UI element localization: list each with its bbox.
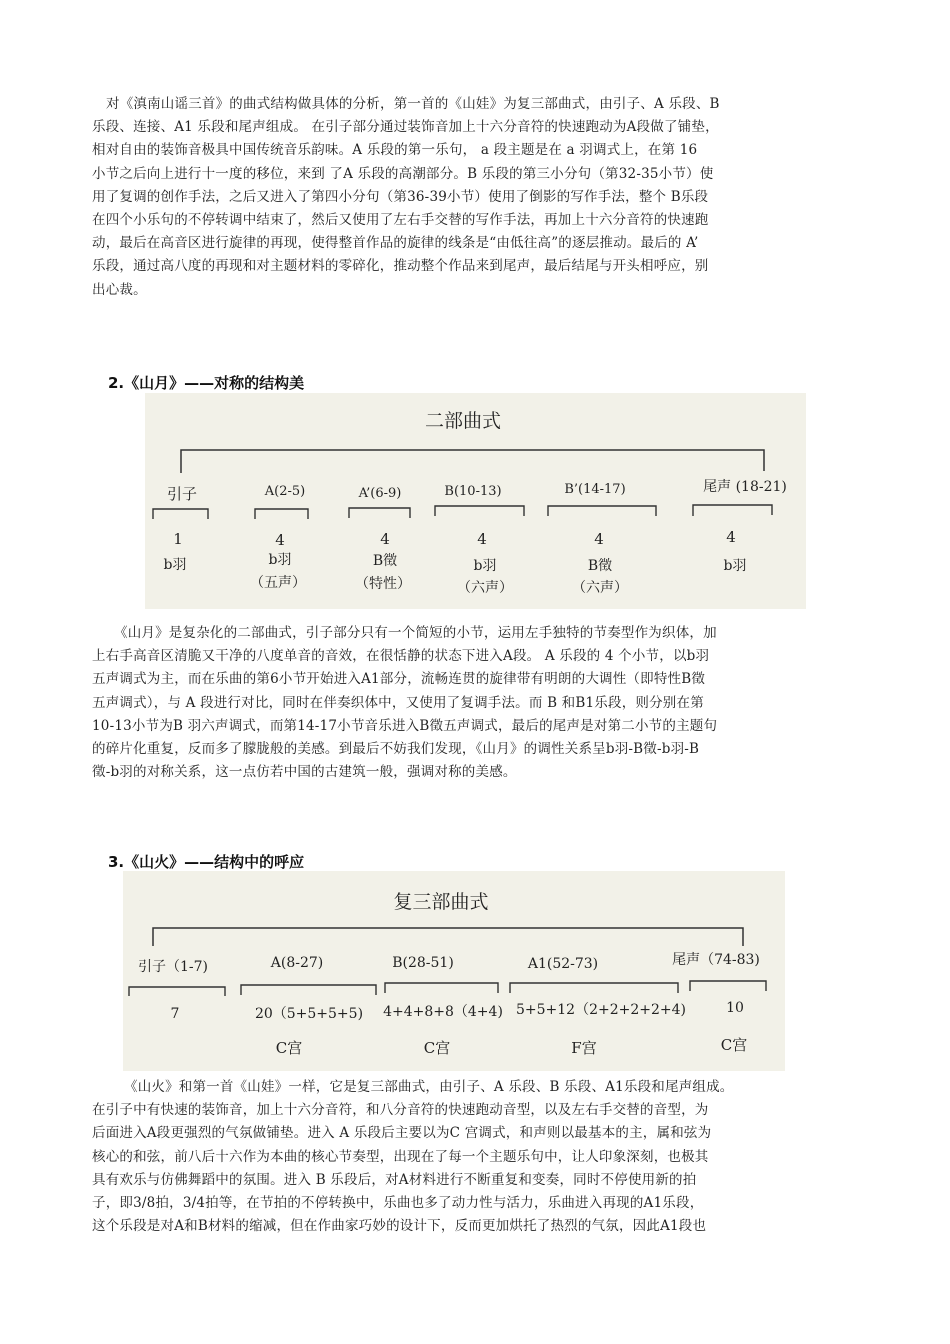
section-bracket xyxy=(255,509,308,519)
bar-count: 20（5+5+5+5) xyxy=(254,1006,364,1022)
text-line: 动，最后在高音区进行旋律的再现，使得整首作品的旋律的线条是“由低往高”的逐层推动。最后的 A’ xyxy=(92,235,699,252)
section-label-a1: A1(52-73) xyxy=(527,956,599,972)
key-label: b羽 xyxy=(268,552,292,568)
text-line: 出心裁。 xyxy=(92,281,147,298)
section-bracket xyxy=(129,987,225,996)
section-bracket xyxy=(349,508,410,518)
text-line: 具有欢乐与仿佛舞蹈中的氛围。进入 B 乐段后，对A材料进行不断重复和变奏，同时不停使用新的拍 xyxy=(92,1171,697,1188)
paragraph-2 xyxy=(92,622,858,784)
key-label: C宫 xyxy=(275,1039,303,1057)
structure-diagram-binary-form xyxy=(145,393,806,609)
key-label: C宫 xyxy=(423,1039,451,1057)
text-line: 小节之后向上进行十一度的移位，来到 了A 乐段的高潮部分。B 乐段的第三小分句（第32-35小节）使 xyxy=(92,165,714,182)
text-line: 的碎片化重复，反而多了朦胧般的美感。到最后不妨我们发现，《山月》的调性关系呈b羽-B徵-b羽-B xyxy=(92,741,700,758)
section-label-b-prime: B’(14-17) xyxy=(564,482,626,497)
section-bracket xyxy=(690,981,766,991)
section-bracket xyxy=(510,983,678,993)
section-heading-shanyue: 2.《山月》——对称的结构美 xyxy=(108,374,305,392)
text-line: 五声调式为主，而在乐曲的第6小节开始进入A1部分，流畅连贯的旋律带有明朗的大调性（即特性B徵 xyxy=(92,671,706,688)
paragraph-3 xyxy=(92,1076,858,1238)
section-bracket xyxy=(435,506,524,516)
bar-count: 7 xyxy=(170,1006,180,1022)
form-bracket xyxy=(181,450,764,473)
section-bracket xyxy=(548,506,656,516)
key-label: b羽 xyxy=(473,558,497,574)
text-line: 乐段、连接、A1 乐段和尾声组成。 在引子部分通过装饰音加上十六分音符的快速跑动为A段做了铺垫， xyxy=(92,119,719,136)
bar-count: 4 xyxy=(594,530,604,548)
section-bracket xyxy=(153,509,208,519)
mode-note: （六声） xyxy=(572,580,628,596)
diagram-title: 二部曲式 xyxy=(424,410,502,432)
key-label: B徵 xyxy=(587,558,613,574)
section-label-a: A(8-27) xyxy=(270,955,324,971)
text-line: 相对自由的装饰音极具中国传统音乐韵味。A 乐段的第一乐句， a 段主题是在 a 羽调式上，在第 16 xyxy=(92,142,698,159)
section-label-a: A(2-5) xyxy=(264,484,306,499)
key-label: F宫 xyxy=(571,1039,597,1057)
section-bracket xyxy=(385,983,498,993)
bar-count: 4+4+8+8（4+4) xyxy=(383,1004,503,1020)
section-bracket xyxy=(241,985,376,995)
form-bracket xyxy=(153,928,743,946)
text-line: 《山月》是复杂化的二部曲式，引子部分只有一个简短的小节，运用左手独特的节奏型作为织体，加 xyxy=(114,625,717,641)
bar-count: 10 xyxy=(726,1000,744,1016)
text-line: 核心的和弦，前八后十六作为本曲的核心节奏型，出现在了每一个主题乐句中，让人印象深刻，也极其 xyxy=(92,1148,709,1165)
key-label: C宫 xyxy=(720,1036,748,1054)
section-bracket xyxy=(693,505,772,516)
section-label-b: B(28-51) xyxy=(392,955,454,971)
text-line: 这个乐段是对A和B材料的缩减，但在作曲家巧妙的设计下，反而更加烘托了热烈的气氛，因此A1段也 xyxy=(92,1218,707,1235)
text-line: 在引子中有快速的装饰音，加上十六分音符，和八分音符的快速跑动音型，以及左右手交替的音型，为 xyxy=(92,1102,709,1119)
text-line: 上右手高音区清脆又干净的八度单音的音效，在很恬静的状态下进入A段。 A 乐段的 4 个小节，以b羽 xyxy=(92,648,710,665)
text-line: 子，即3/8拍，3/4拍等，在节拍的不停转换中，乐曲也多了动力性与活力，乐曲进入再现的A1乐段， xyxy=(92,1195,704,1212)
mode-note: （特性） xyxy=(355,576,411,592)
bar-count: 4 xyxy=(726,528,736,546)
mode-note: （五声） xyxy=(250,575,306,591)
bar-count: 5+5+12（2+2+2+2+4) xyxy=(515,1002,687,1018)
key-label: b羽 xyxy=(723,558,747,574)
section-label-coda: 尾声（74-83) xyxy=(672,952,760,968)
text-line: 在四个小乐句的不停转调中结束了，然后又使用了左右手交替的写作手法，再加上十六分音符的快速跑 xyxy=(92,212,709,229)
bar-count: 4 xyxy=(275,531,285,549)
text-line: 乐段，通过高八度的再现和对主题材料的零碎化，推动整个作品来到尾声，最后结尾与开头相呼应，别 xyxy=(92,258,709,275)
section-label-intro: 引子 xyxy=(166,485,198,503)
text-line: 五声调式），与 A 段进行对比，同时在伴奏织体中，又使用了复调手法。而 B 和B1乐段，则分别在第 xyxy=(92,694,704,711)
text-line: 用了复调的创作手法，之后又进入了第四小分句（第36-39小节）使用了倒影的写作手法，整个 B乐段 xyxy=(92,188,709,205)
text-line: 后面进入A段更强烈的气氛做铺垫。进入 A 乐段后主要以为C 宫调式，和声则以最基本的主，属和弦为 xyxy=(92,1125,712,1142)
text-line: 对《滇南山谣三首》的曲式结构做具体的分析，第一首的《山娃》为复三部曲式，由引子、A 乐段、B xyxy=(106,96,720,112)
text-line: 《山火》和第一首《山娃》一样，它是复三部曲式，由引子、A 乐段、B 乐段、A1乐段和尾声组成。 xyxy=(124,1079,734,1095)
section-label-coda: 尾声 (18-21) xyxy=(703,479,787,495)
section-label-a-prime: A’(6-9) xyxy=(358,486,402,501)
structure-diagram-compound-ternary xyxy=(123,871,785,1071)
mode-note: （六声） xyxy=(457,580,513,596)
bar-count: 4 xyxy=(477,530,487,548)
key-label: b羽 xyxy=(163,557,187,573)
section-label-intro: 引子（1-7) xyxy=(137,959,209,975)
section-heading-shanhuo: 3.《山火》——结构中的呼应 xyxy=(108,853,305,871)
paragraph-1 xyxy=(92,93,858,302)
diagram-title: 复三部曲式 xyxy=(393,891,489,913)
bar-count: 4 xyxy=(380,530,390,548)
text-line: 10-13小节为B 羽六声调式，而第14-17小节音乐进入B徵五声调式，最后的尾声是对第二小节的主题句 xyxy=(92,717,718,734)
section-label-b: B(10-13) xyxy=(444,484,502,499)
bar-count: 1 xyxy=(173,530,183,548)
text-line: 徵-b羽的对称关系，这一点仿若中国的古建筑一般，强调对称的美感。 xyxy=(92,764,517,781)
key-label: B徵 xyxy=(372,553,398,569)
